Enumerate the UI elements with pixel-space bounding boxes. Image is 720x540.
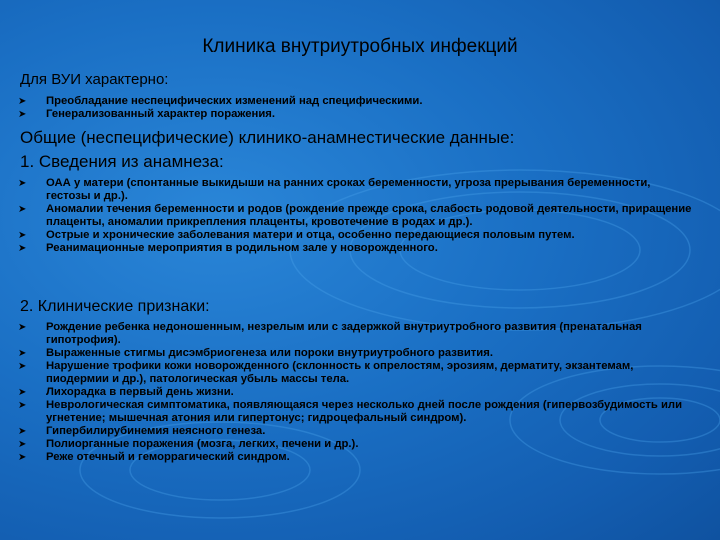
- arrowhead-bullet-icon: ➤: [18, 109, 27, 120]
- arrowhead-bullet-icon: ➤: [18, 178, 27, 189]
- list-item: ➤ Лихорадка в первый день жизни.: [18, 386, 234, 398]
- list-item: ➤ Аномалии течения беременности и родов (рождение прежде срока, слабость родовой деятельности, приращение плаценты, аномалии прикрепления плаценты, кровотечение в родах и др.).: [18, 203, 692, 228]
- arrowhead-bullet-icon: ➤: [18, 322, 27, 333]
- list-item: ➤ Рождение ребенка недоношенным, незрелым или с задержкой внутриутробного развития (пренатальная гипотрофия).: [18, 321, 642, 346]
- arrowhead-bullet-icon: ➤: [18, 426, 27, 437]
- slide-title: Клиника внутриутробных инфекций: [202, 36, 518, 57]
- arrowhead-bullet-icon: ➤: [18, 96, 27, 107]
- arrowhead-bullet-icon: ➤: [18, 348, 27, 359]
- section2-list: [18, 321, 698, 464]
- arrowhead-bullet-icon: ➤: [18, 452, 27, 463]
- list-item: ➤ Реанимационные мероприятия в родильном зале у новорожденного.: [18, 242, 438, 254]
- arrowhead-bullet-icon: ➤: [18, 243, 27, 254]
- arrowhead-bullet-icon: ➤: [18, 230, 27, 241]
- list-item: ➤ Нарушение трофики кожи новорожденного (склонность к опрелостям, эрозиям, дерматиту, экзантемам, пиодермии и др.), патологическая убыль массы тела.: [18, 360, 634, 385]
- list-item: ➤ Острые и хронические заболевания матери и отца, особенно передающиеся половым путем.: [18, 229, 575, 241]
- list-item: ➤ Преобладание неспецифических изменений над специфическими.: [18, 95, 423, 107]
- list-item: ➤ Реже отечный и геморрагический синдром.: [18, 451, 290, 463]
- list-item: ➤ Полиорганные поражения (мозга, легких, печени и др.).: [18, 438, 359, 450]
- arrowhead-bullet-icon: ➤: [18, 387, 27, 398]
- general-heading: Общие (неспецифические) клинико-анамнестические данные:: [20, 128, 515, 147]
- arrowhead-bullet-icon: ➤: [18, 439, 27, 450]
- list-item: ➤ Неврологическая симптоматика, появляющаяся через несколько дней после рождения (гипервозбудимость или угнетение; мышечная атония или гипертонус; гидроцефальный синдром).: [18, 399, 683, 424]
- list-item: ➤ Выраженные стигмы дисэмбриогенеза или пороки внутриутробного развития.: [18, 347, 493, 359]
- list-item: ➤ Гипербилирубинемия неясного генеза.: [18, 425, 266, 437]
- list-item: ➤ Генерализованный характер поражения.: [18, 108, 276, 120]
- intro-list: [18, 95, 698, 121]
- arrowhead-bullet-icon: ➤: [18, 400, 27, 411]
- arrowhead-bullet-icon: ➤: [18, 361, 27, 372]
- section1-heading: 1. Сведения из анамнеза:: [20, 152, 224, 171]
- arrowhead-bullet-icon: ➤: [18, 204, 27, 215]
- section1-list: [18, 177, 698, 255]
- list-item: ➤ ОАА у матери (спонтанные выкидыши на ранних сроках беременности, угроза прерывания беременности, гестозы и др.).: [18, 177, 651, 202]
- intro-heading: Для ВУИ характерно:: [20, 71, 169, 88]
- section2-heading: 2. Клинические признаки:: [20, 298, 210, 315]
